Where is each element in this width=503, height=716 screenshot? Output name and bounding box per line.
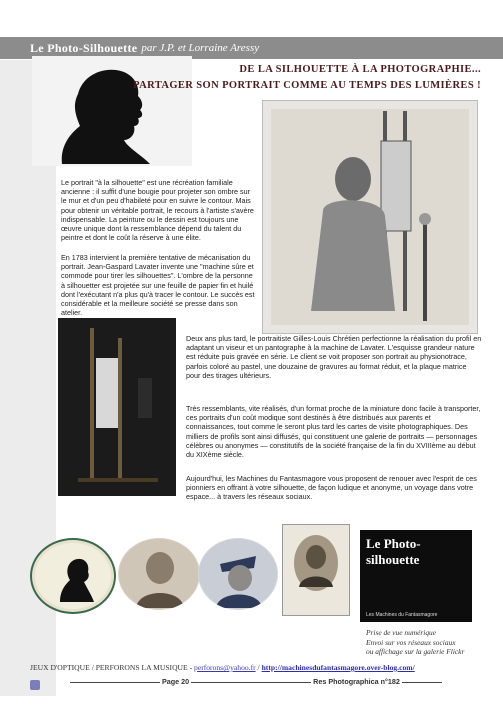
paragraph-3: Deux ans plus tard, le portraitiste Gilles-Louis Chrétien perfectionne la réalisation du profil en adaptant un viseur et un pantographe à la machine de Lavater. L'esquisse grandeur nature est réduite puis gravée en série. Le client se voit proposer son portrait au physionotrace, parfois coloré au pastel, une douzaine de gravures au format réduit, et la plaque matrice pour des tirages ultérieurs. xyxy=(186,334,482,380)
footer-rule-middle xyxy=(191,682,311,683)
image-caption xyxy=(366,628,486,657)
footer-pagination xyxy=(30,677,442,686)
footer-links xyxy=(30,663,415,672)
headline-line-2: PARTAGER SON PORTRAIT COMME AU TEMPS DES LUMIÈRES ! xyxy=(133,80,481,91)
footer-rule-left xyxy=(70,682,160,683)
paragraph-1: Le portrait "à la silhouette" est une récréation familiale ancienne : il suffit d'une bougie pour projeter son ombre sur le mur et d'un peu d'habileté pour en suivre le contour. Mais pour obtenir un véritable portrait, le recours à l'artiste s'avère indispensable. La peinture ou le dessin est toujours une œuvre unique dont la ressemblance dépend du talent du peintre et dont le coût la réserve à une élite. xyxy=(61,178,254,243)
article-title: Le Photo-Silhouette xyxy=(30,40,138,55)
footer-rule-right xyxy=(402,682,442,683)
portrait-engraving-thumbnail-2 xyxy=(198,538,278,610)
poster-title: Le Photo-silhouette xyxy=(366,536,421,567)
footer-left-text: JEUX D'OPTIQUE / PERFORONS LA MUSIQUE - xyxy=(30,663,193,672)
paragraph-5: Aujourd'hui, les Machines du Fantasmagore vous proposent de renouer avec l'esprit de ces pionniers en offrant à votre silhouette, de façon ludique et anonyme, un voyage dans votre espace... à travers les réseaux sociaux. xyxy=(186,474,477,502)
caption-line-2: Envoi sur vos réseaux sociaux xyxy=(366,637,456,647)
caption-line-1: Prise de vue numérique xyxy=(366,628,436,637)
article-byline: par J.P. et Lorraine Aressy xyxy=(141,42,260,54)
footer-email-link[interactable]: perforons@yahoo.fr xyxy=(194,663,256,672)
lavater-machine-engraving xyxy=(262,100,478,334)
silhouette-portrait-image xyxy=(32,56,192,166)
framed-silhouette-thumbnail xyxy=(30,538,116,614)
photo-silhouette-poster xyxy=(360,530,472,622)
photo-silhouette-machine-photo xyxy=(58,318,176,496)
paragraph-4: Très ressemblants, vite réalisés, d'un format proche de la miniature donc facile à transporter, ces portraits d'un coût modique sont destinés à être distribués aux parents et connaissances, tout comme le seront plus tard les cartes de visite photographiques. Des milliers de profils sont ainsi diffusés, qui constituent une galerie de portraits — personnages célèbres ou anonymes — constitutifs de la société française de la fin du XVIIIème au début du XIXème siècle. xyxy=(186,404,481,460)
footer-page-number: Page 20 xyxy=(162,677,190,686)
paragraph-2: En 1783 intervient la première tentative de mécanisation du portrait. Jean-Gaspard Lavater invente une "machine sûre et commode pour tirer les silhouettes". L'ombre de la personne à silhouetter est projetée sur une feuille de papier fin et huilé dont l'exécutant n'a plus qu'à tracer le contour. Le succès est considérable et la meilleure société se presse dans son atelier. xyxy=(61,253,255,318)
poster-bottom-text: Les Machines du Fantasmagore xyxy=(366,612,438,618)
footer-separator: / xyxy=(257,663,260,672)
carte-de-visite-thumbnail xyxy=(282,524,350,616)
portrait-engraving-thumbnail-1 xyxy=(118,538,200,610)
footer-magazine-issue: Res Photographica n°182 xyxy=(313,677,400,686)
caption-line-3: ou affichage sur la galerie Flickr xyxy=(366,647,465,657)
headline-line-1: DE LA SILHOUETTE À LA PHOTOGRAPHIE... xyxy=(239,64,481,75)
footer-website-link[interactable]: http://machinesdufantasmagore.over-blog.com/ xyxy=(261,663,415,672)
